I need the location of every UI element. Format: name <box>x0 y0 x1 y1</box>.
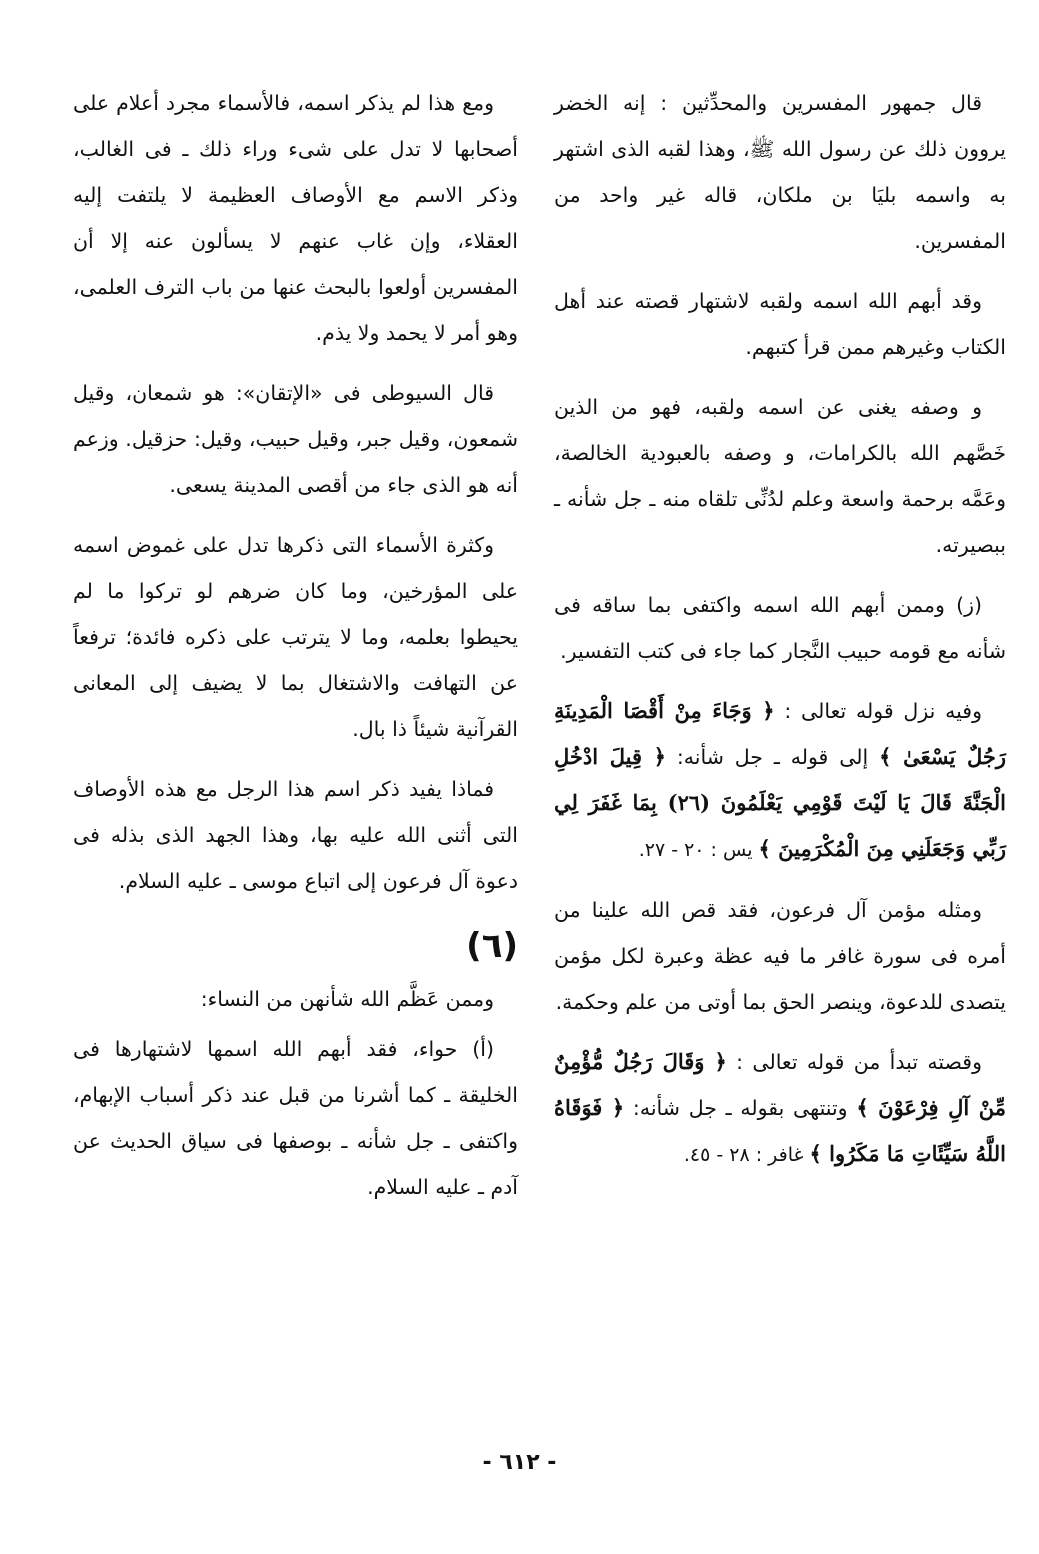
text: إلى قوله ـ جل شأنه: <box>666 745 880 769</box>
verse-citation: يس : ٢٠ - ٢٧. <box>638 839 759 861</box>
quran-verse: ﴿ فَوَقَاهُ اللَّهُ سَيِّئَاتِ مَا مَكَرُوا ﴾ <box>554 1095 1006 1166</box>
paragraph: وقد أبهم الله اسمه ولقبه لاشتهار قصته عند أهل الكتاب وغيرهم ممن قرأ كتبهم. <box>554 289 1006 359</box>
text: وتنتهى بقوله ـ جل شأنه: <box>624 1096 857 1120</box>
paragraph: (ز) وممن أبهم الله اسمه واكتفى بما ساقه فى شأنه مع قومه حبيب النَّجار كما جاء فى كتب التفسير. <box>554 593 1006 663</box>
paragraph: وممن عَظَّم الله شأنهن من النساء: <box>200 987 494 1011</box>
page-number: - ٦١٢ - <box>482 1450 557 1475</box>
quran-verse: ﴿ وَقَالَ رَجُلٌ مُّؤْمِنٌ مِّنْ آلِ فِرْعَوْنَ ﴾ <box>554 1049 1006 1120</box>
paragraph: (أ) حواء، فقد أبهم الله اسمها لاشتهارها فى الخليقة ـ كما أشرنا من قبل عند ذكر أسباب الإبهام، واكتفى ـ جل شأنه ـ بوصفها فى سياق الحديث عن آدم ـ عليه السلام. <box>73 1037 518 1199</box>
paragraph-quran <box>554 1039 1006 1178</box>
paragraph: قال جمهور المفسرين والمحدِّثين : إنه الخضر يروون ذلك عن رسول الله ﷺ، وهذا لقبه الذى اشتهر به واسمه بليَا بن ملكان، قاله غير واحد من المفسرين. <box>554 91 1006 253</box>
paragraph: وكثرة الأسماء التى ذكرها تدل على غموض اسمه على المؤرخين، وما كان ضرهم لو تركوا ما لم يحيطوا بعلمه، وما لا يترتب على ذكره فائدة؛ ترفعاً عن التهافت والاشتغال بما لا يضيف إلى المعانى القرآنية شيئاً ذا بال. <box>73 533 518 741</box>
paragraph: قال السيوطى فى «الإتقان»: هو شمعان، وقيل شمعون، وقيل جبر، وقيل حبيب، وقيل: حزقيل. وزعم أنه هو الذى جاء من أقصى المدينة يسعى. <box>73 381 518 497</box>
paragraph: ومثله مؤمن آل فرعون، فقد قص الله علينا من أمره فى سورة غافر ما فيه عظة وعبرة لكل مؤمن يتصدى للدعوة، وينصر الحق بما أوتى من علم وحكمة. <box>554 898 1006 1014</box>
paragraph: ومع هذا لم يذكر اسمه، فالأسماء مجرد أعلام على أصحابها لا تدل على شىء وراء ذلك ـ فى الغالب، وذكر الاسم مع الأوصاف العظيمة لا يلتفت إليه العقلاء، وإن غاب عنهم لا يسألون عنه إلا أن المفسرين أولعوا بالبحث عنها من باب الترف العلمى، وهو أمر لا يحمد ولا يذم. <box>73 91 518 345</box>
verse-citation: غافر : ٢٨ - ٤٥. <box>683 1144 810 1166</box>
paragraph: و وصفه يغنى عن اسمه ولقبه، فهو من الذين خَصَّهم الله بالكرامات، و وصفه بالعبودية الخالصة، وعَمَّه برحمة واسعة وعلم لدُنِّى تلقاه منه ـ جل شأنه ـ ببصيرته. <box>554 395 1006 557</box>
quran-verse: ﴿ قِيلَ ادْخُلِ الْجَنَّةَ قَالَ يَا لَيْتَ قَوْمِي يَعْلَمُونَ (٢٦) بِمَا غَفَرَ لِي رَبِّي وَجَعَلَنِي مِنَ الْمُكْرَمِينَ ﴾ <box>554 744 1006 861</box>
quran-verse: ﴿ وَجَاءَ مِنْ أَقْصَا الْمَدِينَةِ رَجُلٌ يَسْعَىٰ ﴾ <box>554 698 1007 769</box>
text: وقصته تبدأ من قوله تعالى : <box>726 1050 982 1074</box>
right-column <box>554 80 1006 1192</box>
paragraph-quran <box>554 688 1006 873</box>
left-column <box>73 80 518 1224</box>
paragraph: فماذا يفيد ذكر اسم هذا الرجل مع هذه الأوصاف التى أثنى الله عليه بها، وهذا الجهد الذى بذله فى دعوة آل فرعون إلى اتباع موسى ـ عليه السلام. <box>73 777 518 893</box>
section-number: (٦) <box>466 926 518 966</box>
text: وفيه نزل قوله تعالى : <box>774 699 982 723</box>
